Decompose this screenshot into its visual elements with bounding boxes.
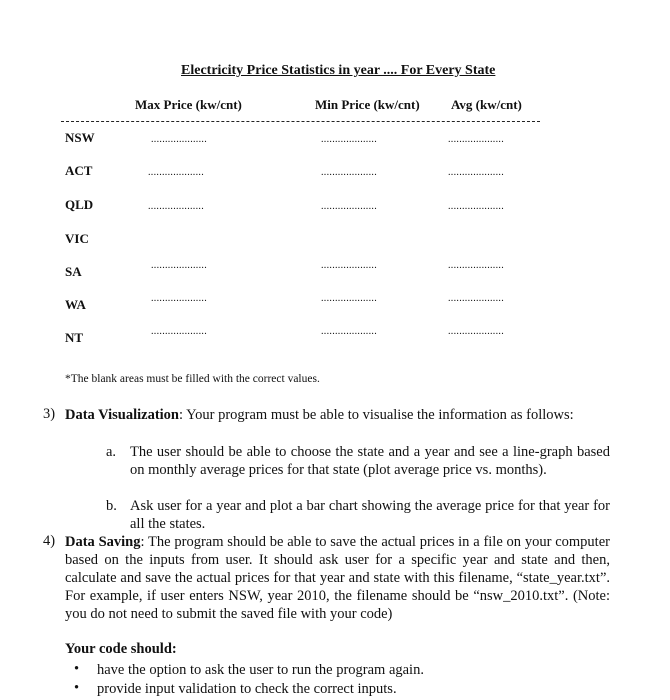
bullet-icon: •	[74, 680, 80, 696]
blank-cell: ....................	[448, 134, 504, 145]
header-max-price: Max Price (kw/cnt)	[135, 97, 242, 112]
header-divider	[61, 121, 540, 122]
section-3-paragraph	[65, 406, 610, 424]
header-min-price: Min Price (kw/cnt)	[315, 97, 420, 112]
section-4-paragraph	[65, 533, 610, 623]
section-4-number: 4)	[43, 533, 56, 549]
row-label-qld: QLD	[65, 197, 94, 212]
table-note: *The blank areas must be filled with the correct values.	[65, 373, 320, 385]
header-avg-price: Avg (kw/cnt)	[451, 97, 522, 112]
blank-cell: ....................	[448, 260, 504, 271]
blank-cell: ....................	[151, 134, 207, 145]
blank-cell: ....................	[448, 326, 504, 337]
section-4-text: : The program should be able to save the actual prices in a file on your computer based on the inputs from user. It should ask user for a specific year and state and then, calculate and save the actual prices for that year and state with this filename, “state_year.txt”. For example, if user enters NSW, year 2010, the filename should be “nsw_2010.txt”. (Note: you do not need to submit the saved file with your code)	[65, 534, 610, 622]
blank-cell: ....................	[148, 167, 204, 178]
blank-cell: ....................	[148, 201, 204, 212]
blank-cell: ....................	[321, 134, 377, 145]
section-3-item-b: Ask user for a year and plot a bar chart showing the average price for that year for all the states.	[130, 498, 610, 532]
row-label-act: ACT	[65, 163, 93, 178]
blank-cell: ....................	[151, 326, 207, 337]
row-label-nt: NT	[65, 330, 84, 345]
blank-cell: ....................	[321, 293, 377, 304]
section-3-text: : Your program must be able to visualise the information as follows:	[179, 407, 574, 423]
item-marker-b: b.	[106, 498, 117, 514]
section-4-title: Data Saving	[65, 534, 141, 550]
blank-cell: ....................	[321, 326, 377, 337]
blank-cell: ....................	[321, 167, 377, 178]
section-3-number: 3)	[43, 406, 56, 422]
row-label-wa: WA	[65, 297, 86, 312]
section-3-item-a: The user should be able to choose the state and a year and see a line-graph based on monthly average prices for that state (plot average price vs. months).	[130, 444, 610, 478]
code-item-1: have the option to ask the user to run the program again.	[97, 662, 424, 678]
code-item-2: provide input validation to check the correct inputs.	[97, 681, 397, 697]
table-title: Electricity Price Statistics in year .... For Every State	[181, 63, 496, 78]
bullet-icon: •	[74, 661, 80, 677]
blank-cell: ....................	[321, 260, 377, 271]
blank-cell: ....................	[151, 260, 207, 271]
blank-cell: ....................	[448, 167, 504, 178]
blank-cell: ....................	[448, 293, 504, 304]
item-marker-a: a.	[106, 444, 117, 460]
row-label-vic: VIC	[65, 231, 89, 246]
section-3-title: Data Visualization	[65, 407, 179, 423]
blank-cell: ....................	[151, 293, 207, 304]
code-heading: Your code should:	[65, 641, 177, 657]
row-label-nsw: NSW	[65, 130, 95, 145]
row-label-sa: SA	[65, 264, 82, 279]
blank-cell: ....................	[321, 201, 377, 212]
blank-cell: ....................	[448, 201, 504, 212]
